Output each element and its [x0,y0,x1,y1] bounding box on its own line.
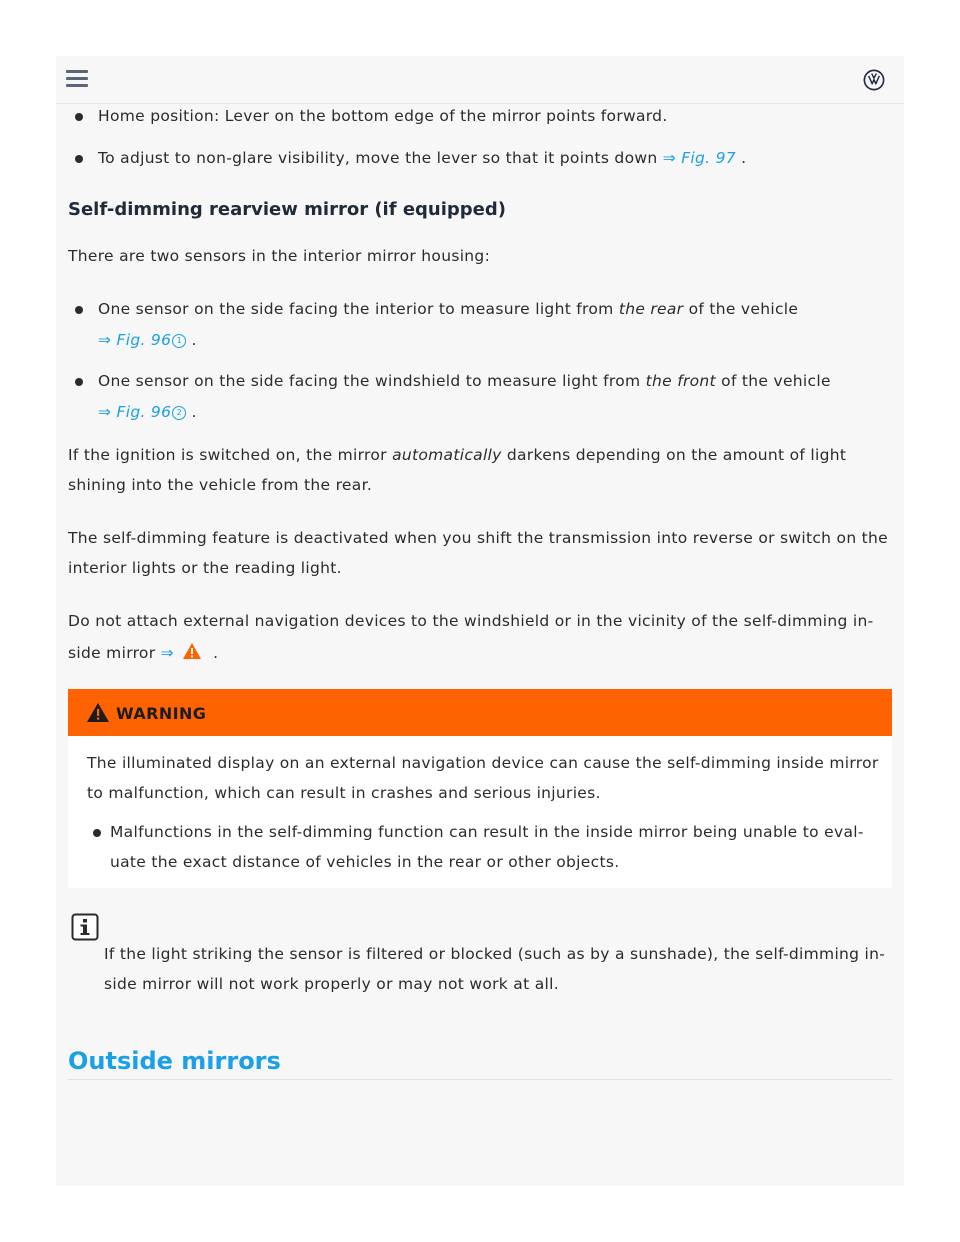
warning-bullet-line1: Malfunctions in the self-dimming function can result in the inside mirror being unable to eval- [110,823,864,841]
warning-triangle-icon [86,702,110,723]
warning-line1: The illuminated display on an external navigation device can cause the self-dimming inside mirror [87,754,879,772]
note-line1: If the light striking the sensor is filtered or blocked (such as by a sunshade), the self-dimming in- [104,945,886,963]
bullet-marker [75,155,83,163]
para-auto-dim-line2: shining into the vehicle from the rear. [68,476,373,494]
fig-97-link[interactable]: ⇒ Fig. 97 [662,149,736,167]
section-title: Self-dimming rearview mirror (if equipped) [68,199,506,220]
section-intro: There are two sensors in the interior mirror housing: [68,247,491,265]
bullet-marker [75,378,83,386]
divider [68,1079,892,1080]
warning-line2: to malfunction, which can result in crashes and serious injuries. [87,784,601,802]
para-auto-dim-line1: If the ignition is switched on, the mirror automatically darkens depending on the amount of light [68,446,847,464]
fig-96-2-link[interactable]: ⇒ Fig. 96 2 [98,403,186,421]
sensor-front-line1: One sensor on the side facing the windshield to measure light from the front of the vehicle [98,372,831,390]
bullet-home-position: Home position: Lever on the bottom edge of the mirror points forward. [98,107,668,125]
para-navigation-line1: Do not attach external navigation devices to the windshield or in the vicinity of the self-dimming in- [68,612,874,630]
warning-triangle-icon[interactable] [182,642,202,660]
callout-number-icon: 2 [172,406,186,420]
sensor-rear-line1: One sensor on the side facing the interior to measure light from the rear of the vehicle [98,300,799,318]
top-bar [56,56,904,104]
bullet-marker [93,829,101,837]
outside-mirrors-heading: Outside mirrors [68,1047,281,1075]
para-navigation-line2: side mirror ⇒ . [68,644,219,662]
info-note-icon [71,913,99,941]
warning-bullet-line2: uate the exact distance of vehicles in the rear or other objects. [110,853,620,871]
warning-ref-link[interactable]: ⇒ [160,644,174,662]
warning-title: WARNING [116,704,207,723]
callout-number-icon: 1 [172,334,186,348]
fig-96-1-link[interactable]: ⇒ Fig. 96 1 [98,331,186,349]
para-deactivate-line1: The self-dimming feature is deactivated when you shift the transmission into reverse or switch on the [68,529,889,547]
hamburger-menu-icon[interactable] [66,70,88,88]
sensor-rear-line2: ⇒ Fig. 96 1 . [98,331,197,349]
note-line2: side mirror will not work properly or may not work at all. [104,975,559,993]
vw-logo-icon[interactable] [863,69,885,91]
para-deactivate-line2: interior lights or the reading light. [68,559,342,577]
bullet-marker [75,113,83,121]
bullet-non-glare: To adjust to non-glare visibility, move the lever so that it points down ⇒ Fig. 97 . [98,149,747,167]
sensor-front-line2: ⇒ Fig. 96 2 . [98,403,197,421]
bullet-marker [75,306,83,314]
